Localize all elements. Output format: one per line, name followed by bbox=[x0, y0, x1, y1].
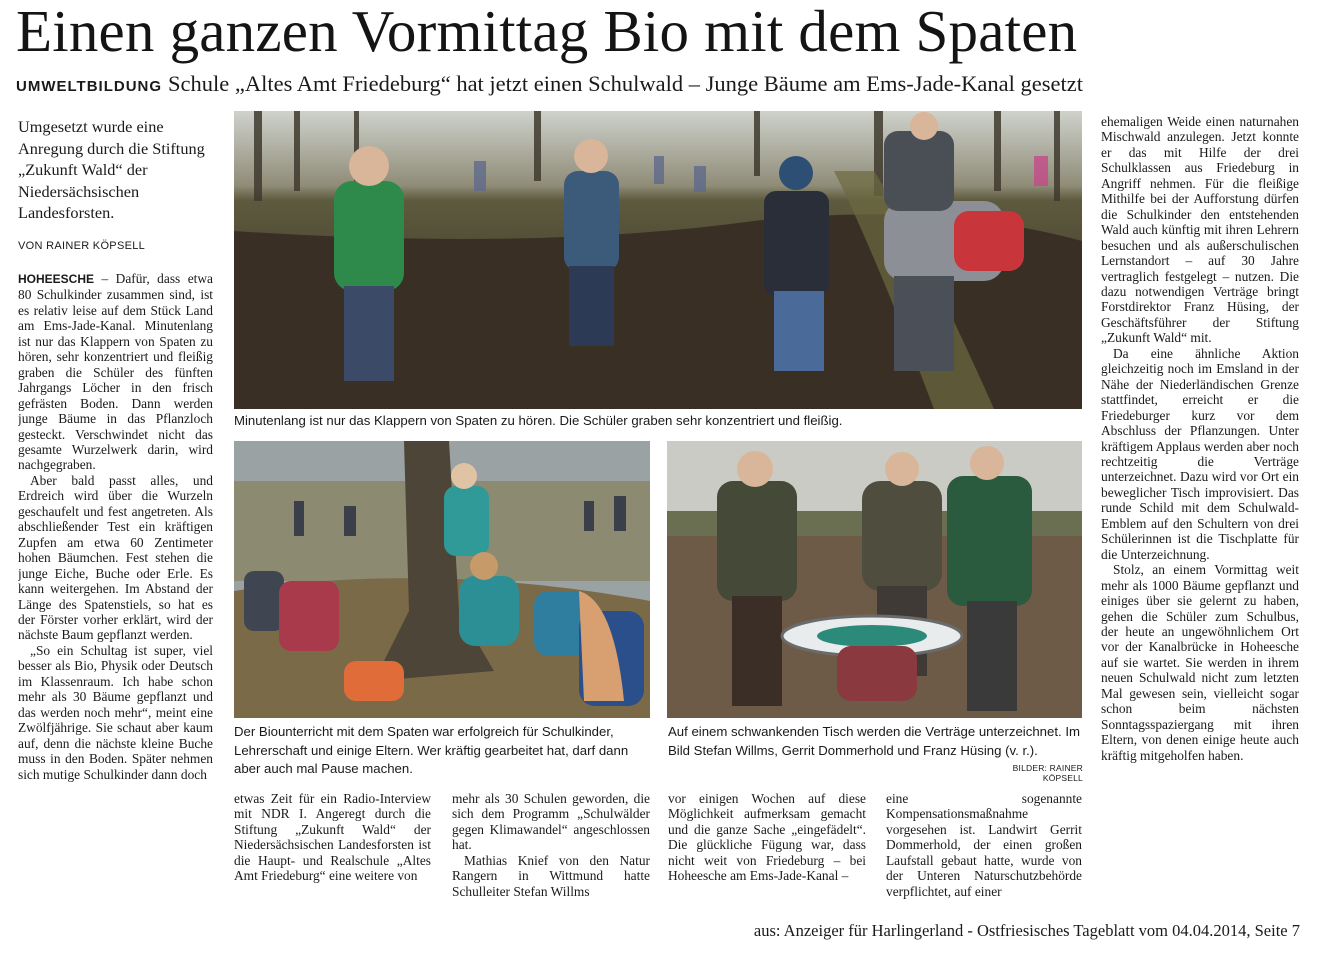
paragraph: Stolz, an einem Vormittag weit mehr als 1000 Bäume gepflanzt und einiges über sie gelernt zu haben, gehen die Schüler zum Schulbus, der heute an ungewöhnlichem Ort vor der Kanalbrücke in Hoheesche auf sie wartet. Sie werden in ihrem neuen Schulwald nicht zum letzten Mal gewesen sein, vielleicht sogar schon beim nächsten Sonntagsspaziergang mit ihren Eltern, von denen einige heute auch kräftig mitgeholfen haben. bbox=[1101, 562, 1299, 763]
main-photo-caption: Minutenlang ist nur das Klappern von Spaten zu hören. Die Schüler graben sehr konzentriert und fleißig. bbox=[234, 413, 843, 428]
photo-credit: BILDER: RAINER KÖPSELL bbox=[1012, 763, 1083, 783]
left-photo bbox=[234, 441, 650, 718]
article-column-1 bbox=[18, 271, 213, 905]
paragraph bbox=[18, 271, 213, 473]
kicker: UMWELTBILDUNG bbox=[16, 78, 163, 95]
byline: VON RAINER KÖPSELL bbox=[18, 240, 146, 252]
paragraph: mehr als 30 Schulen geworden, die sich dem Programm „Schulwälder gegen Klimawandel“ angeschlossen hat. bbox=[452, 791, 650, 853]
paragraph: vor einigen Wochen auf diese Möglichkeit aufmerksam gemacht und die ganze Sache „eingefädelt“. Die glückliche Fügung war, dass nicht weit von Friedeburg – bei Hoheesche am Ems-Jade-Kanal – bbox=[668, 791, 866, 884]
paragraph: ehemaligen Weide einen naturnahen Mischwald anzulegen. Jetzt konnte er das mit Hilfe der drei Schulklassen aus Friedeburg in Angriff nehmen. Für die fleißige Mithilfe bei der Aufforstung dürfen die Schulkinder den entstehenden Wald auch künftig mit ihren Lehrern besuchen und als außerschulischen Lernstandort – auf 30 Jahre vertraglich festgelegt – nutzen. Die dazu notwendigen Verträge bringt Forstdirektor Franz Hüsing, der Geschäftsführer der Stiftung „Zukunft Wald“ mit. bbox=[1101, 114, 1299, 346]
teaser: Umgesetzt wurde eine Anregung durch die Stiftung „Zukunft Wald“ der Niedersächsischen Landesforsten. bbox=[18, 117, 205, 222]
article-column-3 bbox=[452, 791, 650, 907]
main-photo bbox=[234, 111, 1082, 409]
article-column-4 bbox=[668, 791, 866, 907]
paragraph-text: – Dafür, dass etwa 80 Schulkinder zusammen sind, ist es relativ leise auf dem Stück Land am Ems-Jade-Kanal. Minutenlang ist nur das Klappern von Spaten zu hören, sehr konzentriert und fleißig graben die Schüler des fünften Jahrgangs Löcher in den frisch gefrästen Boden. Dann werden junge Bäume in das Pflanzloch gesteckt. Verschwindet nicht das gesamte Wurzelwerk darin, wird nachgegraben. bbox=[18, 271, 213, 473]
headline: Einen ganzen Vormittag Bio mit dem Spaten bbox=[16, 0, 1078, 64]
paragraph: Mathias Knief von den Natur Rangern in Wittmund hatte Schulleiter Stefan Willms bbox=[452, 852, 650, 899]
subline bbox=[16, 70, 1316, 98]
article-column-6 bbox=[1101, 114, 1299, 906]
dateline: HOHEESCHE bbox=[18, 272, 95, 286]
subtitle: Schule „Altes Amt Friedeburg“ hat jetzt einen Schulwald – Junge Bäume am Ems-Jade-Kanal gesetzt bbox=[168, 71, 1083, 96]
paragraph: Aber bald passt alles, und Erdreich wird über die Wurzeln geschaufelt und fest angetreten. Als abschließender Test ein kräftigen Zupfen am etwa 60 Zentimeter hohen Bäumchen. Fest stehen die junge Eiche, Buche oder Erle. Es kann weitergehen. Im Abstand der Länge des Spatenstiels, so hat es der Förster vorher erklärt, wird der nächste Baum gepflanzt werden. bbox=[18, 472, 213, 643]
left-photo-caption: Der Biounterricht mit dem Spaten war erfolgreich für Schulkinder, Lehrerschaft und einige Eltern. Wer kräftig gearbeitet hat, darf dann aber auch mal Pause machen. bbox=[234, 724, 629, 776]
article-column-2 bbox=[234, 791, 431, 907]
source-line: aus: Anzeiger für Harlingerland - Ostfriesisches Tageblatt vom 04.04.2014, Seite 7 bbox=[753, 921, 1300, 940]
paragraph: Da eine ähnliche Aktion gleichzeitig noch im Emsland in der Nähe der Niederländischen Grenze stattfindet, erreicht er die Friedeburger kurz vor dem Abschluss der Pflanzungen. Unter kräftigem Applaus werden aber noch rechtzeitig die Verträge unterzeichnet. Dazu wird vor Ort ein beweglicher Tisch improvisiert. Das runde Schild mit dem Schulwald-Emblem auf den Schultern von drei Schülerinnen ist die Tischplatte für die Unterzeichnung. bbox=[1101, 345, 1299, 562]
paragraph: eine sogenannte Kompensationsmaßnahme vorgesehen ist. Landwirt Gerrit Dommerhold, der einen großen Laufstall gebaut hatte, wurde von der Unteren Naturschutzbehörde verpflichtet, auf einer bbox=[886, 791, 1082, 899]
article-column-5 bbox=[886, 791, 1082, 907]
paragraph: „So ein Schultag ist super, viel besser als Bio, Physik oder Deutsch im Klassenraum. Ich habe schon mehr als 30 Bäume gepflanzt und das werden noch mehr“, meint eine Zwölfjährige. Sie schaut aber kaum auf, denn die nächste kleine Buche muss in den Boden. Später nehmen sich mutige Schulkinder dann doch bbox=[18, 642, 213, 782]
paragraph: etwas Zeit für ein Radio-Interview mit NDR I. Angeregt durch die Stiftung „Zukunft Wald“ der Niedersächsischen Landesforsten ist die Haupt- und Realschule „Altes Amt Friedeburg“ eine weitere von bbox=[234, 791, 431, 884]
right-photo bbox=[667, 441, 1082, 718]
right-photo-caption: Auf einem schwankenden Tisch werden die Verträge unterzeichnet. Im Bild Stefan Willms, Gerrit Dommerhold und Franz Hüsing (v. r.). bbox=[668, 724, 1080, 758]
